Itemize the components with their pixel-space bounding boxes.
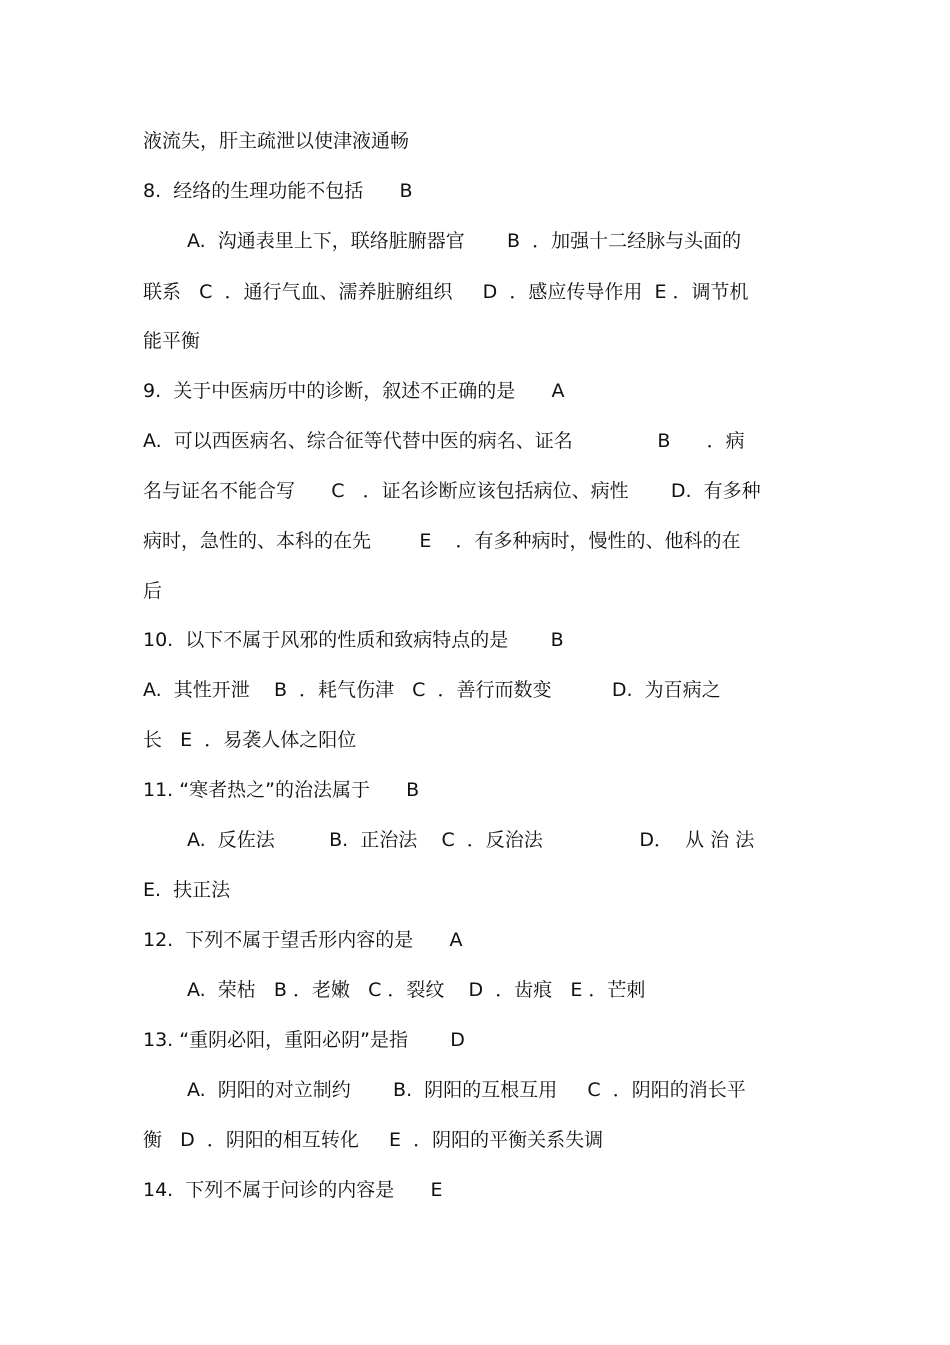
question-10-options: A. 其性开泄 B ．耗气伤津 C ．善行而数变 D. 为百病之 xyxy=(143,679,721,701)
question-11-options: E. 扶正法 xyxy=(143,879,231,901)
question-12-options: A. 荣枯 B ．老嫩 C ．裂纹 D ．齿痕 E ．芒刺 xyxy=(187,979,646,1001)
question-9-options: A. 可以西医病名、综合征等代替中医的病名、证名 B ．病 xyxy=(143,430,745,452)
question-11-options: A. 反佐法 B. 正治法 C ．反治法 D． 从 治 法 xyxy=(187,829,755,851)
question-11-stem: 11. “寒者热之”的治法属于 B xyxy=(143,779,420,801)
question-8-stem: 8. 经络的生理功能不包括 B xyxy=(143,180,413,202)
question-10-stem: 10. 以下不属于风邪的性质和致病特点的是 B xyxy=(143,629,564,651)
question-13-options: 衡 D ．阴阳的相互转化 E ．阴阳的平衡关系失调 xyxy=(143,1129,604,1151)
question-8-options: 联系 C ．通行气血、濡养脏腑组织 D ．感应传导作用 E ．调节机 xyxy=(143,281,749,303)
question-10-options: 长 E ．易袭人体之阳位 xyxy=(143,729,357,751)
question-8-options: A. 沟通表里上下，联络脏腑器官 B ．加强十二经脉与头面的 xyxy=(187,230,742,252)
text-line: 液流失，肝主疏泄以使津液通畅 xyxy=(143,130,410,152)
question-9-options: 名与证名不能合写 C ．证名诊断应该包括病位、病性 D. 有多种 xyxy=(143,480,761,502)
question-9-options: 病时，急性的、本科的在先 E ．有多种病时，慢性的、他科的在 xyxy=(143,530,741,552)
question-9-options: 后 xyxy=(143,580,163,602)
question-12-stem: 12. 下列不属于望舌形内容的是 A xyxy=(143,929,463,951)
question-8-options: 能平衡 xyxy=(143,330,201,352)
question-13-options: A. 阴阳的对立制约 B. 阴阳的互根互用 C ．阴阳的消长平 xyxy=(187,1079,746,1101)
question-9-stem: 9. 关于中医病历中的诊断，叙述不正确的是 A xyxy=(143,380,565,402)
question-14-stem: 14. 下列不属于问诊的内容是 E xyxy=(143,1179,443,1201)
question-13-stem: 13. “重阴必阳，重阳必阴”是指 D xyxy=(143,1029,465,1051)
